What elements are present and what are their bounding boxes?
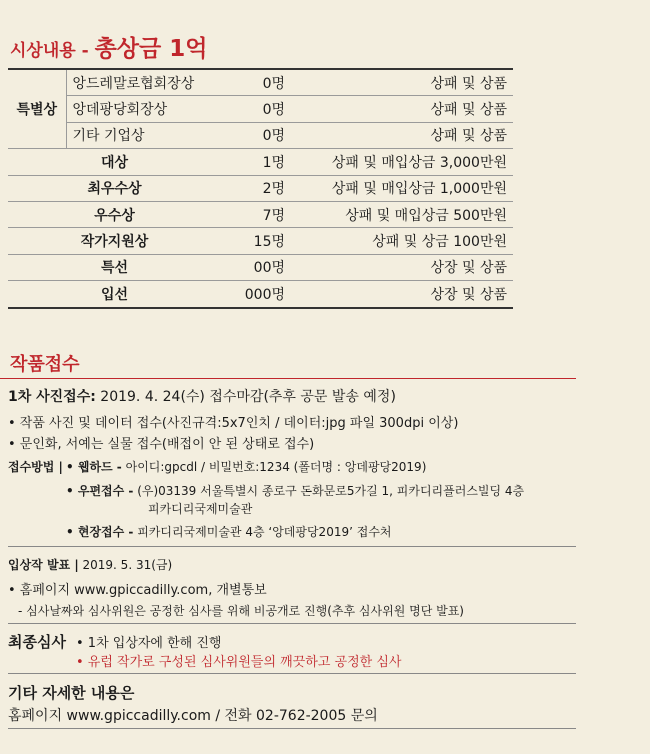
prize-reward: 상장 및 상품	[291, 254, 513, 280]
special-prize-label: 특별상	[8, 70, 66, 149]
prize-reward: 상장 및 상품	[291, 281, 513, 308]
table-row	[8, 149, 513, 175]
submission-rule	[0, 378, 576, 379]
prize-count: 15명	[221, 228, 291, 254]
prize-name: 작가지원상	[8, 228, 221, 254]
divider	[8, 623, 576, 624]
webhard-line	[66, 458, 426, 475]
prize-reward: 상패 및 매입상금 3,000만원	[291, 149, 513, 175]
first-round-line	[8, 386, 396, 406]
prize-reward: 상패 및 매입상금 500만원	[291, 201, 513, 227]
prize-name: 대상	[8, 149, 221, 175]
final-label: 최종심사	[8, 633, 66, 651]
webhard-label: • 웹하드 -	[66, 460, 122, 474]
post-line	[66, 482, 524, 499]
prize-name: 입선	[8, 281, 221, 308]
webhard-text: 아이디:gpcdl / 비밀번호:1234 (폴더명 : 앙데팡당2019)	[121, 460, 427, 474]
onsite-line	[66, 523, 392, 540]
table-row	[8, 228, 513, 254]
prize-count: 00명	[221, 254, 291, 280]
announce-label: 입상작 발표 |	[8, 558, 79, 572]
table-row	[8, 201, 513, 227]
divider	[8, 546, 576, 547]
prize-name: 특선	[8, 254, 221, 280]
prize-reward: 상패 및 상금 100만원	[291, 228, 513, 254]
announce-line	[8, 556, 172, 573]
prize-heading-prefix: 시상내용 -	[10, 41, 95, 61]
prize-count: 1명	[221, 149, 291, 175]
onsite-label: • 현장접수 -	[66, 525, 134, 539]
announce-bullet-2: - 심사날짜와 심사위원은 공정한 심사를 위해 비공개로 진행(추후 심사위원 명단 발표)	[18, 604, 464, 618]
prize-count: 0명	[221, 70, 291, 96]
first-round-label: 1차 사진접수:	[8, 389, 96, 405]
table-row	[8, 96, 513, 122]
prize-name: 기타 기업상	[66, 122, 221, 148]
prize-reward: 상패 및 상품	[291, 70, 513, 96]
prize-reward: 상패 및 상품	[291, 122, 513, 148]
table-row	[8, 281, 513, 308]
table-row	[8, 254, 513, 280]
submission-bullet-2: • 문인화, 서예는 실물 접수(배접이 안 된 상태로 접수)	[8, 437, 315, 452]
table-row	[8, 175, 513, 201]
prize-name: 우수상	[8, 201, 221, 227]
announce-date: 2019. 5. 31(금)	[78, 558, 173, 572]
post-label: • 우편접수 -	[66, 484, 134, 498]
onsite-text: 피카디리국제미술관 4층 ‘앙데팡당2019’ 접수처	[133, 525, 392, 539]
submission-bullet-1: • 작품 사진 및 데이터 접수(사진규격:5x7인치 / 데이터:jpg 파일 300dpi 이상)	[8, 416, 459, 431]
prize-count: 0명	[221, 96, 291, 122]
prize-name: 최우수상	[8, 175, 221, 201]
table-row	[8, 122, 513, 148]
final-bullet-1: • 1차 입상자에 한해 진행	[76, 636, 222, 651]
prize-reward: 상패 및 매입상금 1,000만원	[291, 175, 513, 201]
post-text-2: 피카디리국제미술관	[148, 502, 253, 516]
first-round-date: 2019. 4. 24(수) 접수마감(추후 공문 발송 예정)	[95, 389, 396, 405]
prize-count: 000명	[221, 281, 291, 308]
prize-reward: 상패 및 상품	[291, 96, 513, 122]
post-text: (우)03139 서울특별시 종로구 돈화문로5가길 1, 피카디리플러스빌딩 4층	[133, 484, 525, 498]
prize-count: 2명	[221, 175, 291, 201]
table-row	[8, 70, 513, 96]
announce-bullet-1: • 홈페이지 www.gpiccadilly.com, 개별통보	[8, 583, 267, 598]
prize-heading-emphasis: 총상금 1억	[94, 36, 208, 62]
footer-label: 기타 자세한 내용은	[8, 684, 135, 702]
final-bullet-2: • 유럽 작가로 구성된 심사위원들의 깨끗하고 공정한 심사	[76, 655, 402, 670]
submission-heading: 작품접수	[10, 354, 80, 375]
divider	[8, 728, 576, 729]
prize-table	[8, 70, 513, 309]
divider	[8, 673, 576, 674]
method-label: 접수방법 |	[8, 460, 63, 474]
prize-count: 7명	[221, 201, 291, 227]
prize-heading	[10, 30, 207, 63]
prize-name: 앙드레말로협회장상	[66, 70, 221, 96]
footer-text: 홈페이지 www.gpiccadilly.com / 전화 02-762-2005 문의	[8, 708, 378, 724]
prize-name: 앙데팡당회장상	[66, 96, 221, 122]
prize-count: 0명	[221, 122, 291, 148]
